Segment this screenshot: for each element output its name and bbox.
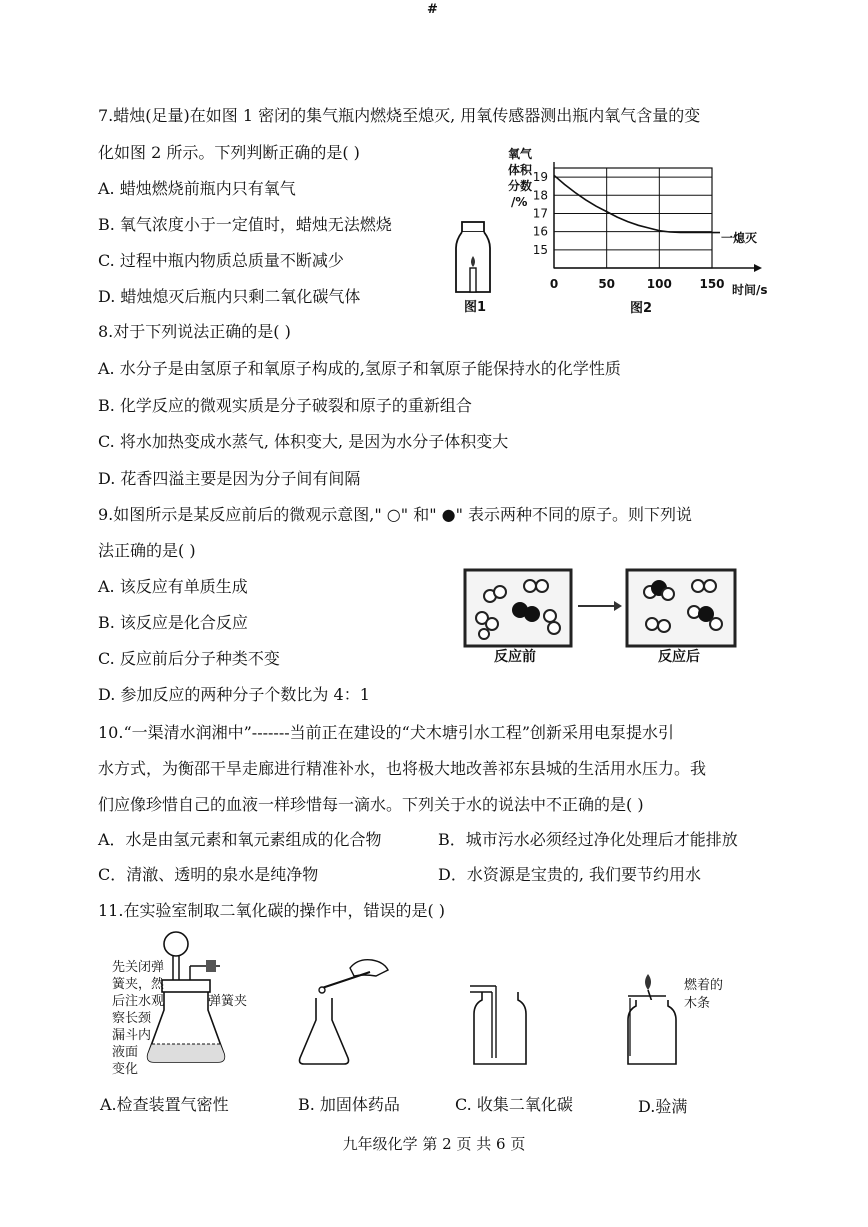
q11-figure-b-add-solid — [292, 950, 402, 1070]
chart-xlabel: 时间/s — [732, 283, 768, 297]
q8-option-a: A. 水分子是由氢原子和氧原子构成的,氢原子和氧原子能保持水的化学性质 — [98, 359, 621, 378]
q11-option-b: B. 加固体药品 — [298, 1095, 400, 1114]
spring-clip-icon — [206, 960, 216, 972]
q11-a-note-2: 簧夹，然 — [112, 977, 165, 992]
q10-option-d: D．水资源是宝贵的, 我们要节约用水 — [438, 865, 702, 884]
q11-a-note-1: 先关闭弹 — [112, 960, 165, 975]
q9-reaction-diagram — [462, 566, 742, 666]
q8-option-d: D. 花香四溢主要是因为分子间有间隔 — [98, 469, 361, 488]
chart-y-tick-label: 16 — [532, 224, 548, 239]
q11-option-c: C. 收集二氧化碳 — [455, 1095, 573, 1114]
q7-figure2-chart — [498, 138, 768, 320]
q10-stem-line3: 们应像珍惜自己的血液一样珍惜每一滴水。下列关于水的说法中不正确的是( ) — [98, 795, 644, 814]
chart-y-tick-label: 17 — [532, 206, 548, 221]
chart-caption: 图2 — [630, 301, 653, 316]
q7-stem-line2: 化如图 2 所示。下列判断正确的是( ) — [98, 143, 360, 162]
q8-option-c: C. 将水加热变成水蒸气, 体积变大, 是因为水分子体积变大 — [98, 432, 509, 451]
q11-d-label-2: 木条 — [684, 996, 711, 1011]
chart-plot-frame — [554, 168, 712, 268]
chart-ylabel-line3: 分数 — [508, 179, 533, 193]
q11-a-note-5: 漏斗内 — [112, 1028, 152, 1043]
chart-y-tick-label: 15 — [532, 242, 548, 257]
q9-stem-line1: 9.如图所示是某反应前后的微观示意图," ○" 和" ●" 表示两种不同的原子。则下列说 — [98, 505, 693, 524]
chart-ylabel-line4: /% — [511, 195, 528, 209]
q10-option-c: C．清澈、透明的泉水是纯净物 — [98, 865, 319, 884]
chart-x-tick-label: 0 — [549, 277, 559, 291]
q7-option-a: A. 蜡烛燃烧前瓶内只有氧气 — [98, 179, 296, 198]
q11-figure-d-check-full — [614, 968, 764, 1068]
q10-stem-line2: 水方式，为衡邵干旱走廊进行精准补水，也将极大地改善祁东县城的生活用水压力。我 — [98, 759, 707, 778]
q9-option-a: A. 该反应有单质生成 — [98, 577, 248, 596]
chart-x-tick-label: 150 — [699, 277, 725, 291]
q11-stem: 11.在实验室制取二氧化碳的操作中，错误的是( ) — [98, 901, 446, 920]
q11-a-note-6: 液面 — [112, 1045, 139, 1060]
chart-y-ticks — [533, 170, 548, 257]
flame-icon — [645, 974, 651, 990]
q7-figure1-candle-bottle — [450, 218, 500, 318]
chart-grid — [554, 168, 712, 268]
reaction-arrow-icon — [578, 601, 622, 611]
q9-option-b: B. 该反应是化合反应 — [98, 613, 248, 632]
chart-ylabel-line2: 体积 — [508, 163, 533, 177]
chart-series-line — [554, 175, 712, 232]
hand-icon — [350, 960, 388, 976]
q11-d-label-1: 燃着的 — [684, 978, 724, 993]
q7-figure1-caption: 图1 — [464, 300, 487, 315]
q11-a-note-4: 察长颈 — [112, 1011, 152, 1026]
chart-annotation: 一熄灭 — [721, 231, 758, 245]
q11-option-a: A.检查装置气密性 — [100, 1095, 229, 1114]
chart-x-tick-label: 50 — [598, 277, 616, 291]
q11-figure-c-collect — [460, 984, 540, 1070]
q9-after-label: 反应后 — [658, 649, 700, 665]
q11-a-note-7: 变化 — [112, 1062, 139, 1077]
q7-option-b: B. 氧气浓度小于一定值时，蜡烛无法燃烧 — [98, 215, 392, 234]
q10-option-b: B．城市污水必须经过净化处理后才能排放 — [438, 830, 738, 849]
chart-x-ticks — [550, 277, 725, 291]
top-mark: # — [427, 2, 438, 17]
chart-ylabel-line1: 氧气 — [508, 147, 533, 161]
chart-y-tick-label: 19 — [532, 170, 548, 185]
chart-x-axis-arrow — [754, 264, 762, 272]
page-footer: 九年级化学 第 2 页 共 6 页 — [342, 1135, 526, 1153]
q7-stem-line1: 7.蜡烛(足量)在如图 1 密闭的集气瓶内燃烧至熄灭, 用氧传感器测出瓶内氧气含量的变 — [98, 106, 701, 125]
q7-option-d: D. 蜡烛熄灭后瓶内只剩二氧化碳气体 — [98, 287, 361, 306]
q11-a-note-3: 后注水观 — [112, 994, 165, 1009]
q9-before-label: 反应前 — [494, 649, 536, 665]
chart-y-tick-label: 18 — [532, 188, 548, 203]
chart-axes — [554, 162, 762, 272]
q9-stem-line2: 法正确的是( ) — [98, 541, 196, 560]
q9-option-d: D. 参加反应的两种分子个数比为 4：1 — [98, 685, 370, 704]
q11-option-d: D.验满 — [638, 1097, 688, 1116]
q11-figure-a-airtightness — [110, 928, 280, 1078]
q10-stem-line1: 10.“一渠清水润湘中”-------当前正在建设的“犬木塘引水工程”创新采用电泵提水引 — [98, 723, 675, 742]
chart-x-tick-label: 100 — [646, 277, 672, 291]
q11-a-clip-label: 弹簧夹 — [208, 994, 248, 1009]
q8-stem: 8.对于下列说法正确的是( ) — [98, 322, 291, 341]
reaction-after-box — [627, 570, 735, 646]
q9-option-c: C. 反应前后分子种类不变 — [98, 649, 280, 668]
q7-option-c: C. 过程中瓶内物质总质量不断减少 — [98, 251, 344, 270]
q8-option-b: B. 化学反应的微观实质是分子破裂和原子的重新组合 — [98, 396, 472, 415]
q10-option-a: A．水是由氢元素和氧元素组成的化合物 — [98, 830, 382, 849]
